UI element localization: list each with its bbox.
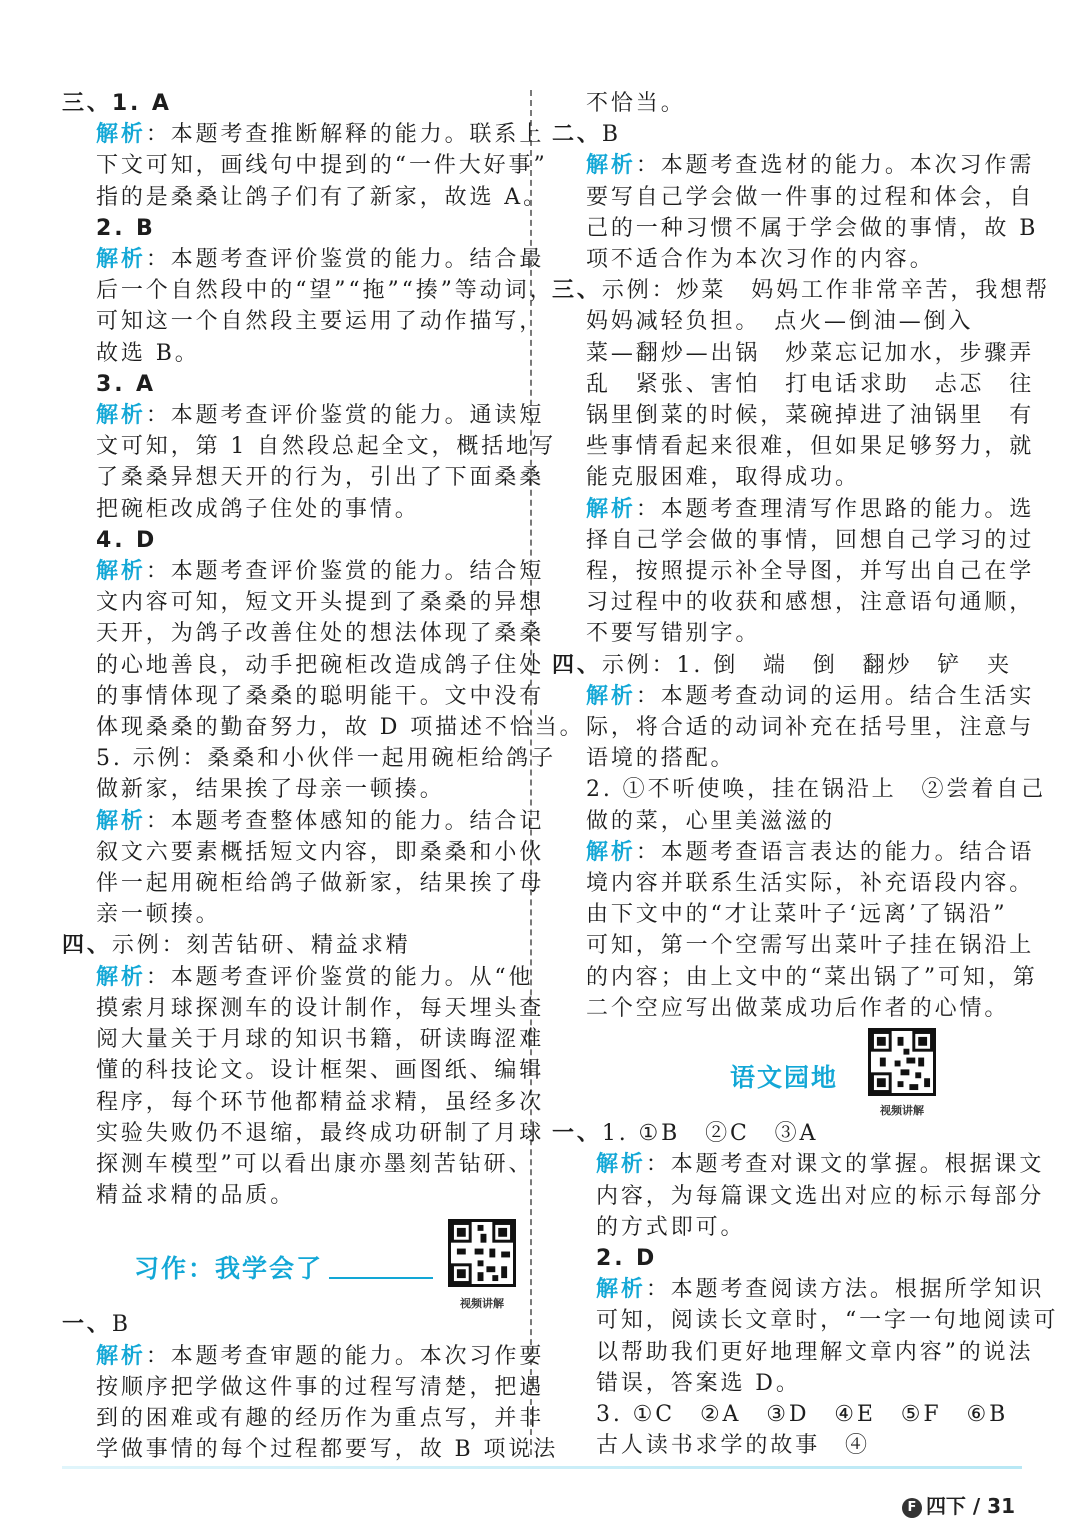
explain-label: 解析 — [96, 1343, 146, 1369]
qr-code-icon[interactable] — [868, 1028, 936, 1096]
yw3-answer: 3. ①C ②A ③D ④E ⑤F ⑥B — [596, 1401, 1009, 1427]
xz1-answer: 一、B — [62, 1312, 131, 1338]
explain-label: 解析 — [586, 683, 636, 709]
explain-label: 解析 — [96, 808, 146, 834]
explain-label: 解析 — [596, 1277, 646, 1303]
explain-label: 解析 — [586, 839, 636, 865]
qr-caption: 视频讲解 — [880, 1104, 924, 1118]
xz4-q2-answer: 2. ①不听使唤，挂在锅沿上 ②尝着自己 — [586, 777, 1046, 803]
yw2-answer: 2. D — [596, 1245, 658, 1271]
s3-q3-answer: 3. A — [96, 371, 156, 397]
explain-label: 解析 — [96, 403, 146, 429]
qr-caption: 视频讲解 — [460, 1297, 504, 1311]
explain-label: 解析 — [586, 153, 636, 179]
page-number: 四下 / 31 — [925, 1494, 1015, 1518]
explain-label: 解析 — [96, 247, 146, 273]
s4-answer: 四、示例：刻苦钻研、精益求精 — [62, 933, 411, 959]
edition-badge: F — [902, 1498, 922, 1518]
yw1-answer: 一、1. ①B ②C ③A — [552, 1121, 819, 1147]
xz4-answer: 四、示例：1. 倒 端 倒 翻炒 铲 夹 — [552, 652, 1012, 678]
s3-q5-answer: 5. 示例：桑桑和小伙伴一起用碗柜给鸽子 — [96, 746, 556, 772]
s3-q4-answer: 4. D — [96, 527, 158, 553]
yuwen-heading-row — [552, 1024, 1017, 1118]
s3-q2-answer: 2. B — [96, 215, 156, 241]
page-footer — [902, 1490, 1015, 1519]
explain-label: 解析 — [96, 122, 146, 148]
explain-label: 解析 — [96, 559, 146, 585]
left-column: 三、1. A 解析：本题考查推断解释的能力。联系上 下文可知，画线句中提到的“一件大好事” 指的是桑桑让鸽子们有了新家，故选 A。 2. B 解析：本题考查评价鉴赏的能力。结合最 后一个自然段中的“望”“拖”“揍”等动词， 可知这一个自然段主要运用了动作描写， 故选 B。 3. A 解析：本题考查评价鉴赏的能力。通读短 文可知，第 1 自然段总起全文，概括地写 了桑桑异想天开的行为，引出了下面桑桑 把碗柜改成鸽子住处的事情。 4. D 解析：本题考查评价鉴赏的能力。结合短 文内容可知，短文开头提到了桑桑的异想 天开，为鸽子改善住处的想法体现了桑桑 的心地善良，动手把碗柜改造成鸽子住处 的事情体现了桑桑的聪明能干。文中没有 体现桑桑的勤奋努力，故 D 项描述不恰当。 5. 示例：桑桑和小伙伴一起用碗柜给鸽子 做新家，结果挨了母亲一顿揍。 解析：本题考查整体感知的能力。结合记 叙文六要素概括短文内容，即桑桑和小伙 伴一起用碗柜给鸽子做新家，结果挨了母 亲一顿揍。 四、示例：刻苦钻研、精益求精 解析：本题考查评价鉴赏的能力。从“他 摸索月球探测车的设计制作，每天埋头查 阅大量关于月球的知识书籍，研读晦涩难 懂的科技论文。设计框架、画图纸、编辑 程序，每个环节他都精益求精，虽经多次 实验失败仍不退缩，最终成功研制了月球 探测车模型”可以看出康亦墨刻苦钻研、 精益求精的品质。 习作：我学会了 视频讲解 一、B 解析：本题考查审题的能力。本次习作要 按顺序把学做这件事的过程写清楚，把遇 到的困难或有趣的经历作为重点写，并非 学做事情的每个过程都要写，故 B 项说法 — [62, 88, 520, 1465]
right-column: 不恰当。 二、B 解析：本题考查选材的能力。本次习作需 要写自己学会做一件事的过程和体会，自 己的一种习惯不属于学会做的事情，故 B 项不适合作为本次习作的内容。 三、示例：炒菜 妈妈工作非常辛苦，我想帮 妈妈减轻负担。 点火—倒油—倒入 菜—翻炒—出锅 炒菜忘记加水，步骤弄 乱 紧张、害怕 打电话求助 忐忑 往 锅里倒菜的时候，菜碗掉进了油锅里 有 些事情看起来很难，但如果足够努力，就 能克服困难，取得成功。 解析：本题考查理清写作思路的能力。选 择自己学会做的事情，回想自己学习的过 程，按照提示补全导图，并写出自己在学 习过程中的收获和感想，注意语句通顺， 不要写错别字。 四、示例：1. 倒 端 倒 翻炒 铲 夹 解析：本题考查动词的运用。结合生活实 际，将合适的动词补充在括号里，注意与 语境的搭配。 2. ①不听使唤，挂在锅沿上 ②尝着自己 做的菜，心里美滋滋的 解析：本题考查语言表达的能力。结合语 境内容并联系生活实际，补充语段内容。 由下文中的“才让菜叶子‘远离’了锅沿” 可知，第一个空需写出菜叶子挂在锅沿上 的内容；由上文中的“菜出锅了”可知，第 二个空应写出做菜成功后作者的心情。 语文园地 视频讲解 一、1. ①B ②C ③A 解析：本题考查对课文的掌握。根据课文 内容，为每篇课文选出对应的标示每部分 的方式即可。 2. D 解析：本题考查阅读方法。根据所学知识 可知，阅读长文章时，“一字一句地阅读可 以帮助我们更好地理解文章内容”的说法 错误，答案选 D。 3. ①C ②A ③D ④E ⑤F ⑥B 古人读书求学的故事 ④ — [552, 91, 1059, 1459]
xz2-answer: 二、B — [552, 122, 621, 148]
writing-heading: 习作：我学会了 — [134, 1254, 324, 1284]
s3-q1-answer: 三、1. A — [62, 91, 172, 116]
explain-label: 解析 — [596, 1152, 646, 1178]
heading-blank — [329, 1277, 433, 1279]
xz3-answer: 三、示例：炒菜 妈妈工作非常辛苦，我想帮 — [552, 278, 1051, 304]
explain-label: 解析 — [96, 964, 146, 990]
footer-band — [62, 1466, 1022, 1469]
writing-heading-row — [62, 1211, 520, 1309]
qr-code-icon[interactable] — [448, 1219, 516, 1287]
yuwen-heading: 语文园地 — [730, 1063, 839, 1093]
explain-label: 解析 — [586, 496, 636, 522]
